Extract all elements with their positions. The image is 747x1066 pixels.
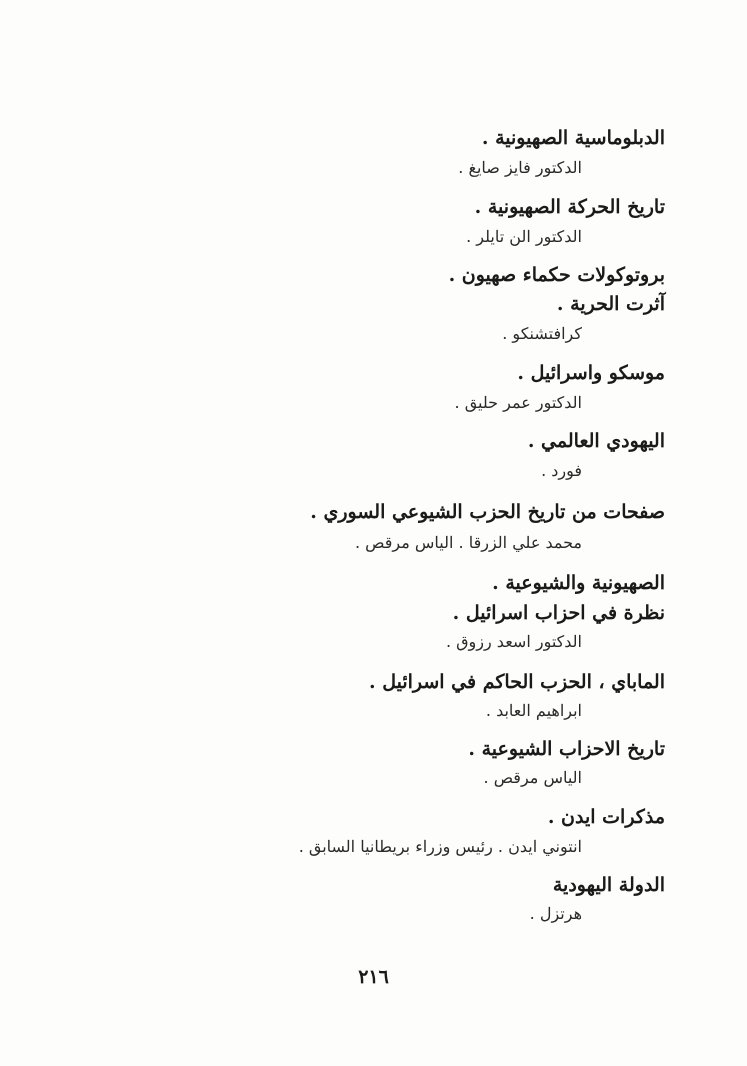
book-title: الدبلوماسية الصهيونية . xyxy=(481,127,665,149)
book-author: محمد علي الزرقا . الياس مرقص . xyxy=(354,533,582,552)
book-title: اليهودي العالمي . xyxy=(527,430,665,452)
book-title: نظرة في احزاب اسرائيل . xyxy=(452,602,665,624)
book-title: الصهيونية والشيوعية . xyxy=(492,572,665,594)
book-title: بروتوكولات حكماء صهيون . xyxy=(448,264,665,286)
book-author: هرتزل . xyxy=(529,904,582,923)
book-title: تاريخ الحركة الصهيونية . xyxy=(474,196,665,218)
book-author: فورد . xyxy=(541,461,582,480)
book-title: الدولة اليهودية xyxy=(552,874,665,896)
book-author: الدكتور عمر حليق . xyxy=(454,393,582,412)
book-author: ابراهيم العابد . xyxy=(485,701,582,720)
book-author: الدكتور فايز صايغ . xyxy=(458,158,582,177)
book-title: تاريخ الاحزاب الشيوعية . xyxy=(468,738,665,760)
book-author: الدكتور اسعد رزوق . xyxy=(445,632,582,651)
book-title: الماباي ، الحزب الحاكم في اسرائيل . xyxy=(368,671,665,693)
book-title: مذكرات ايدن . xyxy=(547,806,665,828)
book-author: كرافتشنكو . xyxy=(502,324,582,343)
page-number: ٢١٦ xyxy=(358,966,389,988)
book-author: الدكتور الن تايلر . xyxy=(466,227,582,246)
book-title: صفحات من تاريخ الحزب الشيوعي السوري . xyxy=(310,501,665,523)
book-author: الياس مرقص . xyxy=(483,768,582,787)
book-author: انتوني ايدن . رئيس وزراء بريطانيا السابق . xyxy=(298,837,582,856)
book-title: آثرت الحرية . xyxy=(556,293,665,315)
book-title: موسكو واسرائيل . xyxy=(517,362,665,384)
